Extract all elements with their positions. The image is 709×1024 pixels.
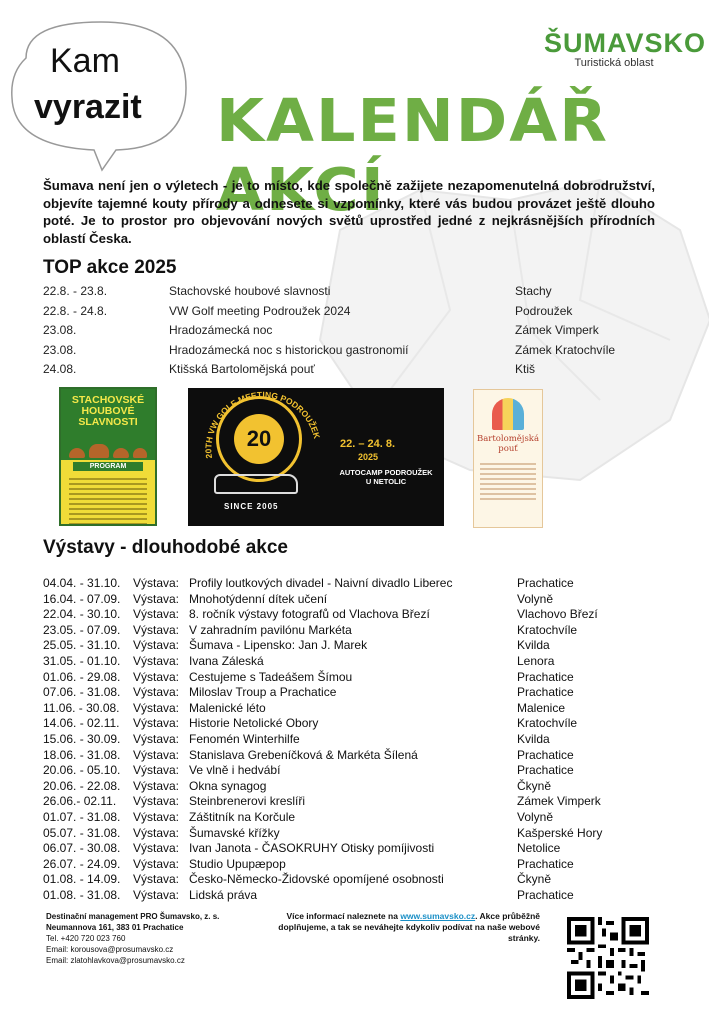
event-name: Hradozámecká noc [169,323,273,337]
exhibition-row [43,762,663,778]
exhibition-place: Vlachovo Březí [517,607,598,622]
exhibition-row [43,840,663,856]
event-name: Hradozámecká noc s historickou gastronomií [169,342,409,357]
exhibition-row [43,653,663,669]
brand-subtitle: Turistická oblast [574,57,654,69]
exhibitions-list [43,575,663,902]
exhibition-label: Výstava: [133,887,180,902]
exhibition-name: Malenické léto [189,700,266,715]
svg-text:20TH VW GOLF MEETING PODROUŽEK [203,390,322,459]
top-event-row [43,360,663,380]
exhibition-name: Studio Upupæpop [189,856,286,871]
exhibition-label: Výstava: [133,747,180,762]
exhibition-name: Šumavské křížky [189,825,280,840]
exhibition-name: Fenomén Winterhilfe [189,731,300,746]
footer-contact [46,911,219,966]
page-title: KALENDÁŘ AKCÍ [216,85,609,225]
badge-number: 20 [234,414,284,464]
exhibition-row [43,825,663,841]
exhibition-date: 15.06. - 30.09. [43,731,121,746]
footer-info-pre: Více informací naleznete na [286,911,401,921]
exhibition-row [43,622,663,638]
exhibition-place: Malenice [517,700,566,715]
exhibition-name: Česko-Německo-Židovské opomíjené osobnosti [189,872,444,887]
exhibition-row [43,871,663,887]
exhibition-name: Historie Netolické Obory [189,716,319,731]
exhibition-label: Výstava: [133,622,180,637]
exhibition-label: Výstava: [133,841,180,856]
event-place: Zámek Vimperk [515,323,599,337]
carousel-illustration [474,390,542,430]
exhibition-place: Prachatice [517,747,574,762]
exhibition-place: Kvilda [517,638,550,653]
footer-phone[interactable]: Tel. +420 720 023 760 [46,934,126,943]
exhibition-date: 22.04. - 30.10. [43,607,121,622]
event-place: Zámek Kratochvíle [515,342,616,357]
poster-since: SINCE 2005 [224,502,279,511]
exhibition-row [43,684,663,700]
footer-email-2[interactable]: Email: zlatohlavkova@prosumavsko.cz [46,956,185,965]
footer-org: Destinační management PRO Šumavsko, z. s. [46,912,220,921]
top-event-row [43,321,663,341]
qr-code[interactable] [567,917,649,999]
bubble-text-vyrazit: vyrazit [34,88,142,126]
exhibitions-heading: Výstavy - dlouhodobé akce [43,537,288,558]
exhibition-place: Prachatice [517,856,574,871]
exhibition-date: 14.06. - 02.11. [43,716,120,731]
poster-arc-title [198,388,328,488]
brand-name: ŠUMAVSKO [544,28,707,58]
top-events-list [43,282,663,380]
event-name: Ktišská Bartolomějská pouť [169,362,315,376]
exhibition-name: Steinbrenerovi kreslíři [189,794,306,809]
exhibition-row [43,700,663,716]
exhibition-place: Netolice [517,841,561,856]
exhibition-place: Prachatice [517,685,574,700]
exhibition-place: Prachatice [517,669,574,684]
top-events-heading: TOP akce 2025 [43,257,177,278]
exhibition-row [43,606,663,622]
golf-car-icon [214,474,298,494]
exhibition-place: Kašperské Hory [517,825,603,840]
event-date: 23.08. [43,342,77,357]
exhibition-name: Mnohotýdenní dítek učení [189,591,328,606]
exhibition-label: Výstava: [133,778,180,793]
event-place: Ktiš [515,362,536,376]
event-name: Stachovské houbové slavnosti [169,284,331,298]
exhibition-row [43,637,663,653]
exhibition-label: Výstava: [133,794,180,809]
sumavsko-logo[interactable] [544,28,707,69]
poster-bartolomejska-pout[interactable] [473,389,543,528]
exhibition-place: Prachatice [517,763,574,778]
poster-body-text [474,454,542,509]
exhibition-place: Čkyně [517,872,552,887]
exhibition-row [43,591,663,607]
poster-title: Bartolomějská pouť [476,434,540,454]
poster-program-label: PROGRAM [73,462,143,471]
exhibition-place: Prachatice [517,887,574,902]
exhibition-label: Výstava: [133,809,180,824]
exhibition-date: 04.04. - 31.10. [43,576,121,590]
exhibition-date: 01.08. - 31.08. [43,887,121,902]
poster-arc-text: 20TH VW GOLF MEETING PODROUŽEK [203,389,323,459]
exhibition-row [43,575,663,591]
exhibition-label: Výstava: [133,763,180,778]
exhibition-row [43,793,663,809]
website-link[interactable]: www.sumavsko.cz [400,911,476,921]
mushroom-illustration [61,432,155,460]
exhibition-name: Stanislava Grebeníčková & Markéta Šílená [189,747,418,762]
exhibition-date: 16.04. - 07.09. [43,591,121,606]
exhibition-label: Výstava: [133,856,180,871]
exhibition-label: Výstava: [133,716,180,731]
exhibition-name: Profily loutkových divadel - Naivní divadlo Liberec [189,576,453,590]
exhibition-row [43,669,663,685]
intro-paragraph: Šumava není jen o výletech - je to místo, kde společně zažijete nezapomenutelná dobrodružství, objevíte tajemné kouty přírody a odnesete si vzpomínky, které vás budou provázet ještě dlouho poté. Je to prostor pro objevování nových světů uprostřed jedné z nejkrásnějších přírodních oblastí Česka. [43,178,655,246]
exhibition-row [43,887,663,903]
event-date: 23.08. [43,323,77,337]
exhibition-place: Lenora [517,653,555,668]
exhibition-place: Volyně [517,591,554,606]
exhibition-date: 01.07. - 31.08. [43,809,121,824]
exhibition-date: 18.06. - 31.08. [43,747,121,762]
event-date: 22.8. - 23.8. [43,284,108,298]
exhibition-place: Kvilda [517,731,550,746]
exhibition-row [43,731,663,747]
exhibition-label: Výstava: [133,825,180,840]
footer-email-1[interactable]: Email: korousova@prosumavsko.cz [46,945,174,954]
exhibition-date: 01.08. - 14.09. [43,872,121,887]
exhibition-label: Výstava: [133,653,180,668]
exhibition-name: Miloslav Troup a Prachatice [189,685,337,700]
poster-date: 22. – 24. 8. [340,438,396,450]
event-name: VW Golf meeting Podroužek 2024 [169,303,351,318]
exhibition-date: 23.05. - 07.09. [43,622,121,637]
poster-title: STACHOVSKÉ HOUBOVÉ SLAVNOSTI [61,389,155,432]
exhibition-name: Ve vlně i hedvábí [189,763,281,778]
poster-venue: AUTOCAMP PODROUŽEK U NETOLIC [339,468,433,486]
exhibition-date: 05.07. - 31.08. [43,825,121,840]
exhibition-label: Výstava: [133,731,180,746]
exhibition-date: 01.06. - 29.08. [43,669,121,684]
exhibition-date: 20.06. - 22.08. [43,778,121,793]
exhibition-place: Kratochvíle [517,622,578,637]
exhibition-date: 06.07. - 30.08. [43,841,121,856]
exhibition-date: 26.07. - 24.09. [43,856,121,871]
exhibition-label: Výstava: [133,669,180,684]
footer-info-post: . Akce průběžně doplňujeme, a tak se neváhejte kdykoliv podívat na naše webové stránky. [278,911,540,943]
poster-year: 2025 [358,452,379,462]
exhibition-name: Ivan Janota - ČASOKRUHY Otisky pomíjivosti [189,841,435,856]
exhibition-label: Výstava: [133,872,180,887]
exhibition-row [43,809,663,825]
exhibition-name: Cestujeme s Tadeášem Šímou [189,669,353,684]
event-date: 22.8. - 24.8. [43,303,108,318]
top-event-row [43,341,663,361]
exhibition-row [43,715,663,731]
exhibition-place: Čkyně [517,778,552,793]
exhibition-label: Výstava: [133,685,180,700]
exhibition-name: V zahradním pavilónu Markéta [189,622,352,637]
exhibition-row [43,747,663,763]
exhibition-date: 07.06. - 31.08. [43,685,121,700]
exhibition-date: 31.05. - 01.10. [43,653,121,668]
exhibition-label: Výstava: [133,607,180,622]
poster-vw-golf-meeting[interactable] [188,388,444,526]
exhibition-place: Volyně [517,809,554,824]
poster-houbove-slavnosti[interactable] [59,387,157,526]
exhibition-row [43,856,663,872]
exhibition-place: Zámek Vimperk [517,794,601,809]
exhibition-place: Prachatice [517,576,574,590]
exhibition-label: Výstava: [133,638,180,653]
exhibition-name: Šumava - Lipensko: Jan J. Marek [189,638,368,653]
exhibition-label: Výstava: [133,576,180,590]
top-event-row [43,302,663,322]
event-place: Stachy [515,284,552,298]
exhibition-name: 8. ročník výstavy fotografů od Vlachova Březí [189,607,430,622]
exhibition-name: Ivana Záleská [189,653,264,668]
event-date: 24.08. [43,362,77,376]
exhibition-label: Výstava: [133,591,180,606]
event-place: Podroužek [515,303,573,318]
exhibition-label: Výstava: [133,700,180,715]
poster-program-text [61,473,155,526]
exhibition-date: 11.06. - 30.08. [43,700,120,715]
bubble-text-kam: Kam [50,42,120,80]
footer-address: Neumannova 161, 383 01 Prachatice [46,923,184,932]
exhibition-name: Okna synagog [189,778,267,793]
exhibition-name: Záštitník na Korčule [189,809,296,824]
exhibition-place: Kratochvíle [517,716,578,731]
exhibition-name: Lidská práva [189,887,258,902]
footer-info [254,911,540,944]
exhibition-date: 25.05. - 31.10. [43,638,121,653]
exhibition-row [43,778,663,794]
exhibition-date: 20.06. - 05.10. [43,763,121,778]
exhibition-date: 26.06.- 02.11. [43,794,117,809]
top-event-row [43,282,663,302]
